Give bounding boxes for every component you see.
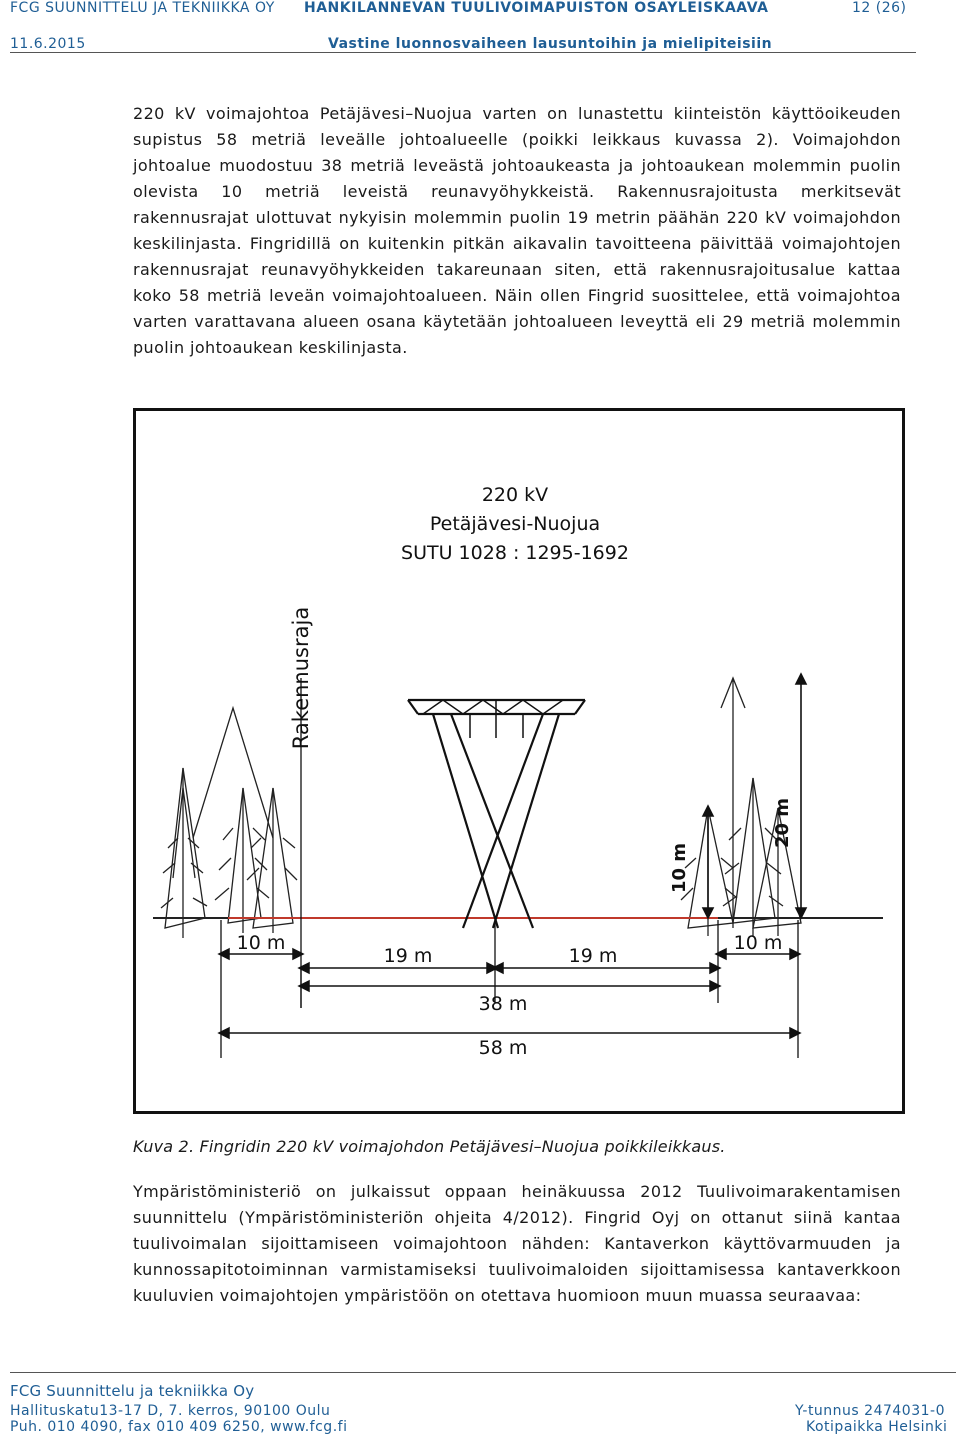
header-divider [10,52,916,53]
body-paragraph-2: Ympäristöministeriö on julkaissut oppaan heinäkuussa 2012 Tuulivoimarakentamisen suunnittelu (Ympäristöministeriön ohjeita 4/2012). Fingrid Oyj on ottanut siinä kantaa tuulivoimalan sijoittamiseen voimajohtoon nähden: Kantaverkon käyttövarmuuden ja kunnossapitotoiminnan varmistamiseksi tuulivoimaloiden sijoittamisessa kantaverkkoon kuuluvien voimajohtojen ympäristöön on otettava huomioon muun muassa seuraavaa: [133,1182,901,1305]
header-page-number: 12 (26) [852,0,907,16]
height-20m-label: 20 m [772,797,793,849]
footer-address: Hallituskatu13-17 D, 7. kerros, 90100 Oulu [10,1403,331,1419]
figure-line-name: Petäjävesi-Nuojua [429,513,601,535]
footer-divider [10,1372,956,1373]
dim-10m-left-label: 10 m [236,932,286,954]
height-10m-label: 10 m [669,842,690,894]
header-title: HANKILANNEVAN TUULIVOIMAPUISTON OSAYLEISKAAVA [304,0,769,16]
footer-kotipaikka: Kotipaikka Helsinki [806,1419,948,1435]
footer-ytunnus: Y-tunnus 2474031-0 [795,1403,945,1419]
body-paragraph-1: 220 kV voimajohtoa Petäjävesi–Nuojua varten on lunastettu kiinteistön käyttöoikeuden supistus 58 metriä leveälle johtoalueelle (poikki leikkaus kuvassa 2). Voimajohdon johtoalue muodostuu 38 metriä leveästä johtoaukeasta ja johtoaukean molemmin puolin olevista 10 metriä leveistä reunavyöhykkeistä. Rakennusrajoitusta merkitsevät rakennusrajat ulottuvat nykyisin molemmin puolin 19 metrin päähän 220 kV voimajohdon keskilinjasta. Fingridillä on kuitenkin pitkän aikavalin tavoitteena päivittää voimajohtojen rakennusrajat reunavyöhykkeiden takareunaan siten, että rakennusrajoitusalue kattaa koko 58 metriä leveän voimajohtoalueen. Näin ollen Fingrid suosittelee, että voimajohtoa varten varattavana alueen osana käytetään johtoalueen leveyttä eli 29 metriä molemmin puolin johtoaukean keskilinjasta. [133,104,901,357]
figure-caption: Kuva 2. Fingridin 220 kV voimajohdon Petäjävesi–Nuojua poikkileikkaus. [133,1137,726,1156]
dim-38m-label: 38 m [478,993,528,1015]
header-subtitle: Vastine luonnosvaiheen lausuntoihin ja mielipiteisiin [328,36,773,52]
dim-58m-label: 58 m [478,1037,528,1059]
footer-phone: Puh. 010 4090, fax 010 409 6250, www.fcg.fi [10,1419,348,1435]
figure-rakennusraja-label: Rakennusraja [289,606,313,750]
header-date: 11.6.2015 [10,36,86,52]
header-company: FCG SUUNNITTELU JA TEKNIIKKA OY [10,0,275,16]
dim-19m-left-label: 19 m [383,945,433,967]
figure-sutu-code: SUTU 1028 : 1295-1692 [401,542,629,564]
cross-section-figure [133,408,905,1114]
dim-10m-right-label: 10 m [733,932,783,954]
footer-company: FCG Suunnittelu ja tekniikka Oy [10,1382,255,1400]
dim-19m-right-label: 19 m [568,945,618,967]
figure-voltage-label: 220 kV [481,484,549,506]
